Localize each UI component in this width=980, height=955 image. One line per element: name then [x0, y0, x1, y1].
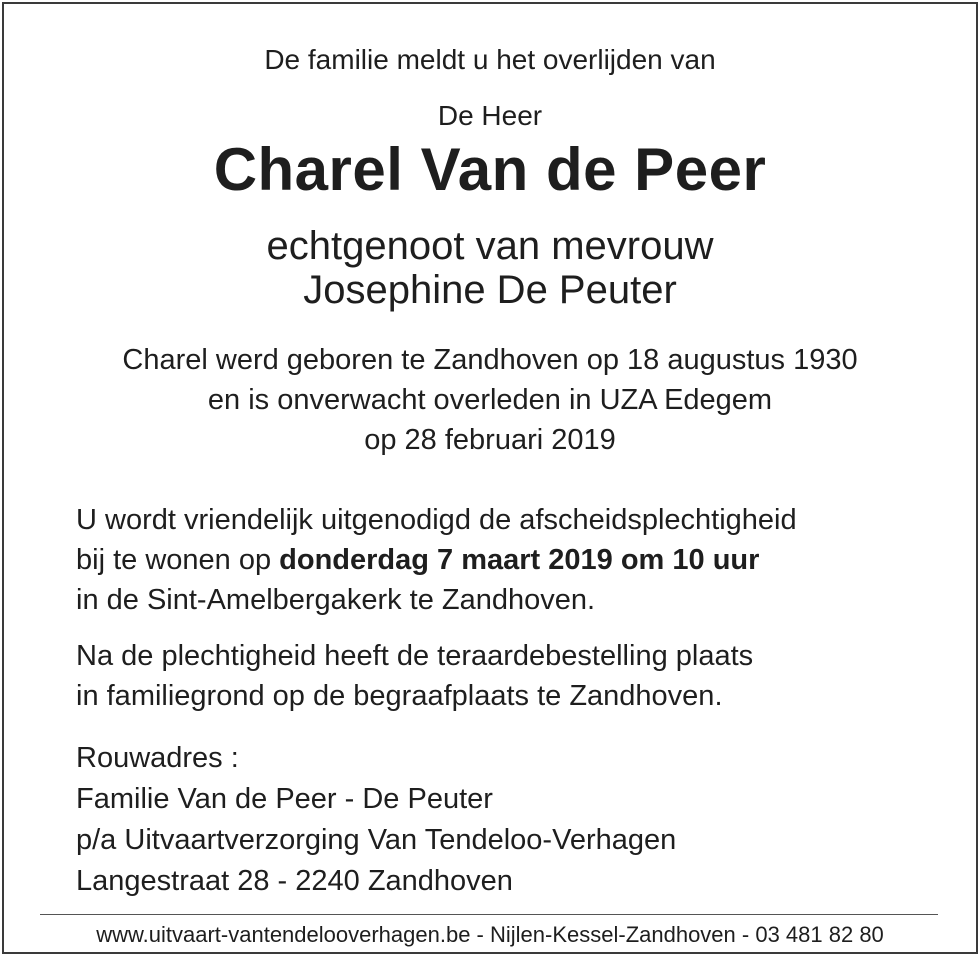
spouse-line: echtgenoot van mevrouw: [266, 224, 714, 268]
burial-info: [76, 636, 753, 716]
invitation-prefix: bij te wonen op: [76, 544, 280, 576]
ceremony-datetime: donderdag 7 maart 2019 om 10 uur: [279, 544, 760, 576]
address-street: Langestraat 28 - 2240 Zandhoven: [76, 865, 513, 897]
death-date-line: op 28 februari 2019: [364, 424, 616, 456]
invitation-line-1: U wordt vriendelijk uitgenodigd de afscheidsplechtigheid: [76, 504, 797, 536]
footer-divider: [40, 914, 938, 915]
life-details: [0, 340, 980, 460]
footer-contact: www.uitvaart-vantendelooverhagen.be - Nijlen-Kessel-Zandhoven - 03 481 82 80: [96, 922, 884, 947]
deceased-name: Charel Van de Peer: [213, 136, 767, 203]
address-family: Familie Van de Peer - De Peuter: [76, 783, 493, 815]
burial-line-1: Na de plechtigheid heeft de teraardebestelling plaats: [76, 640, 754, 672]
invitation-line-2: [76, 540, 797, 580]
burial-line-2: in familiegrond op de begraafplaats te Zandhoven.: [76, 680, 723, 712]
honorific: De Heer: [437, 100, 543, 131]
death-place-line: en is onverwacht overleden in UZA Edegem: [207, 384, 773, 416]
birth-line: Charel werd geboren te Zandhoven op 18 augustus 1930: [122, 344, 858, 376]
invitation: [76, 500, 797, 620]
spouse-name: Josephine De Peuter: [303, 268, 677, 312]
mourning-address: [76, 738, 676, 902]
address-funeral-home: p/a Uitvaartverzorging Van Tendeloo-Verhagen: [76, 824, 677, 856]
invitation-line-3: in de Sint-Amelbergakerk te Zandhoven.: [76, 584, 596, 616]
intro-text: De familie meldt u het overlijden van: [264, 44, 716, 75]
address-heading: Rouwadres :: [76, 742, 239, 774]
